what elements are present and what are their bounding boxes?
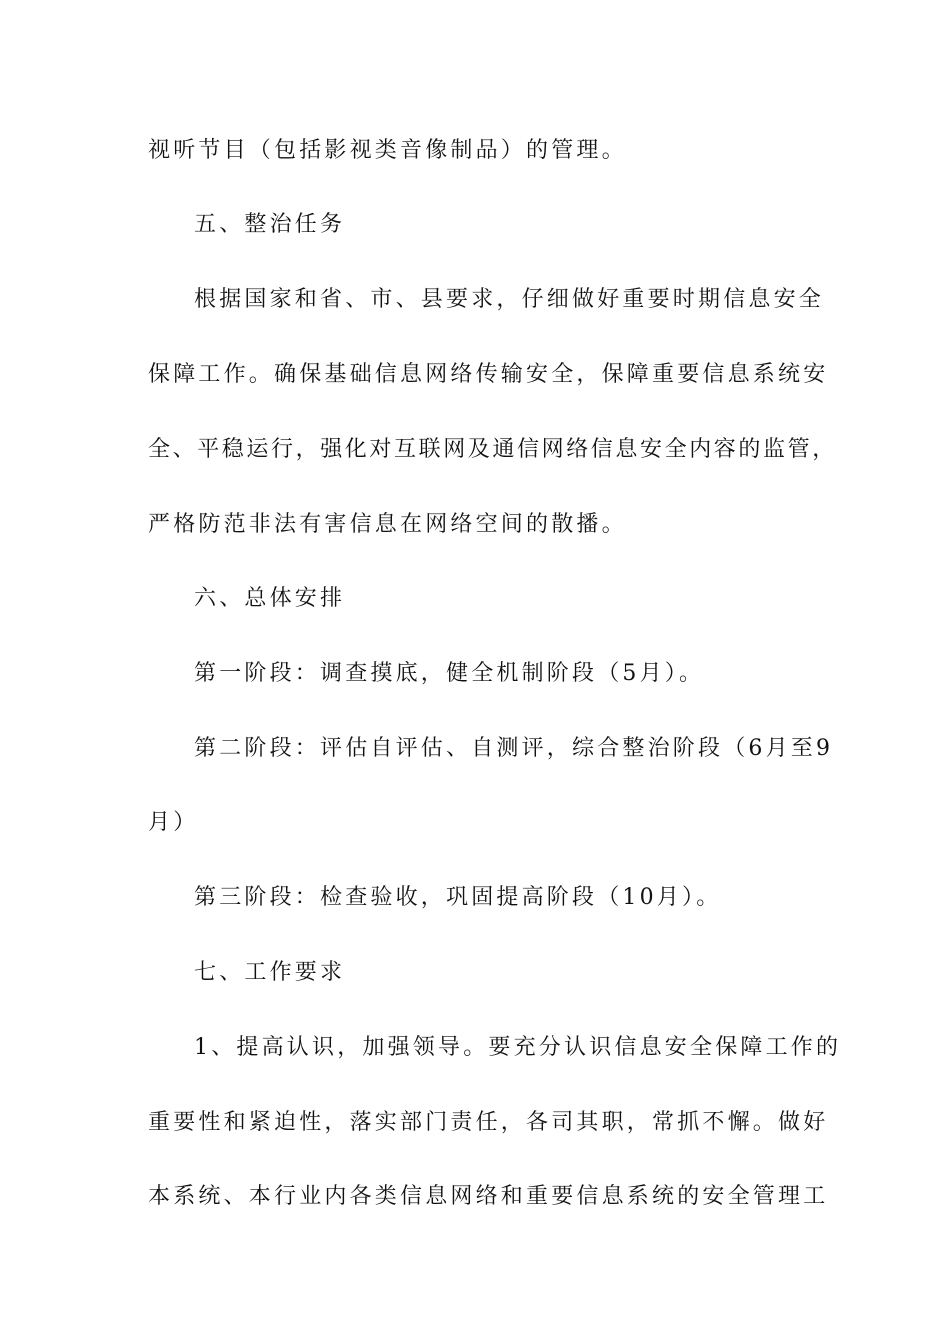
section-heading-6: 六、总体安排 xyxy=(194,586,346,611)
section-heading-7: 七、工作要求 xyxy=(194,960,346,985)
paragraph-line: 保障工作。确保基础信息网络传输安全，保障重要信息系统安 xyxy=(148,362,829,387)
paragraph-line: 根据国家和省、市、县要求，仔细做好重要时期信息安全 xyxy=(194,287,825,312)
paragraph-line: 月） xyxy=(148,810,199,835)
paragraph-line: 第一阶段：调查摸底，健全机制阶段（5月）。 xyxy=(194,661,705,686)
paragraph-line: 第二阶段：评估自评估、自测评，综合整治阶段（6月至9 xyxy=(194,736,834,761)
paragraph-line: 本系统、本行业内各类信息网络和重要信息系统的安全管理工 xyxy=(148,1184,829,1209)
paragraph-line: 重要性和紧迫性，落实部门责任，各司其职，常抓不懈。做好 xyxy=(148,1110,829,1135)
paragraph-line: 视听节目（包括影视类音像制品）的管理。 xyxy=(148,138,627,163)
section-heading-5: 五、整治任务 xyxy=(194,212,346,237)
paragraph-line: 1、提高认识，加强领导。要充分认识信息安全保障工作的 xyxy=(194,1035,842,1060)
paragraph-line: 第三阶段：检查验收，巩固提高阶段（10月）。 xyxy=(194,885,722,910)
paragraph-line: 全、平稳运行，强化对互联网及通信网络信息安全内容的监管， xyxy=(148,437,837,462)
paragraph-line: 严格防范非法有害信息在网络空间的散播。 xyxy=(148,512,627,537)
